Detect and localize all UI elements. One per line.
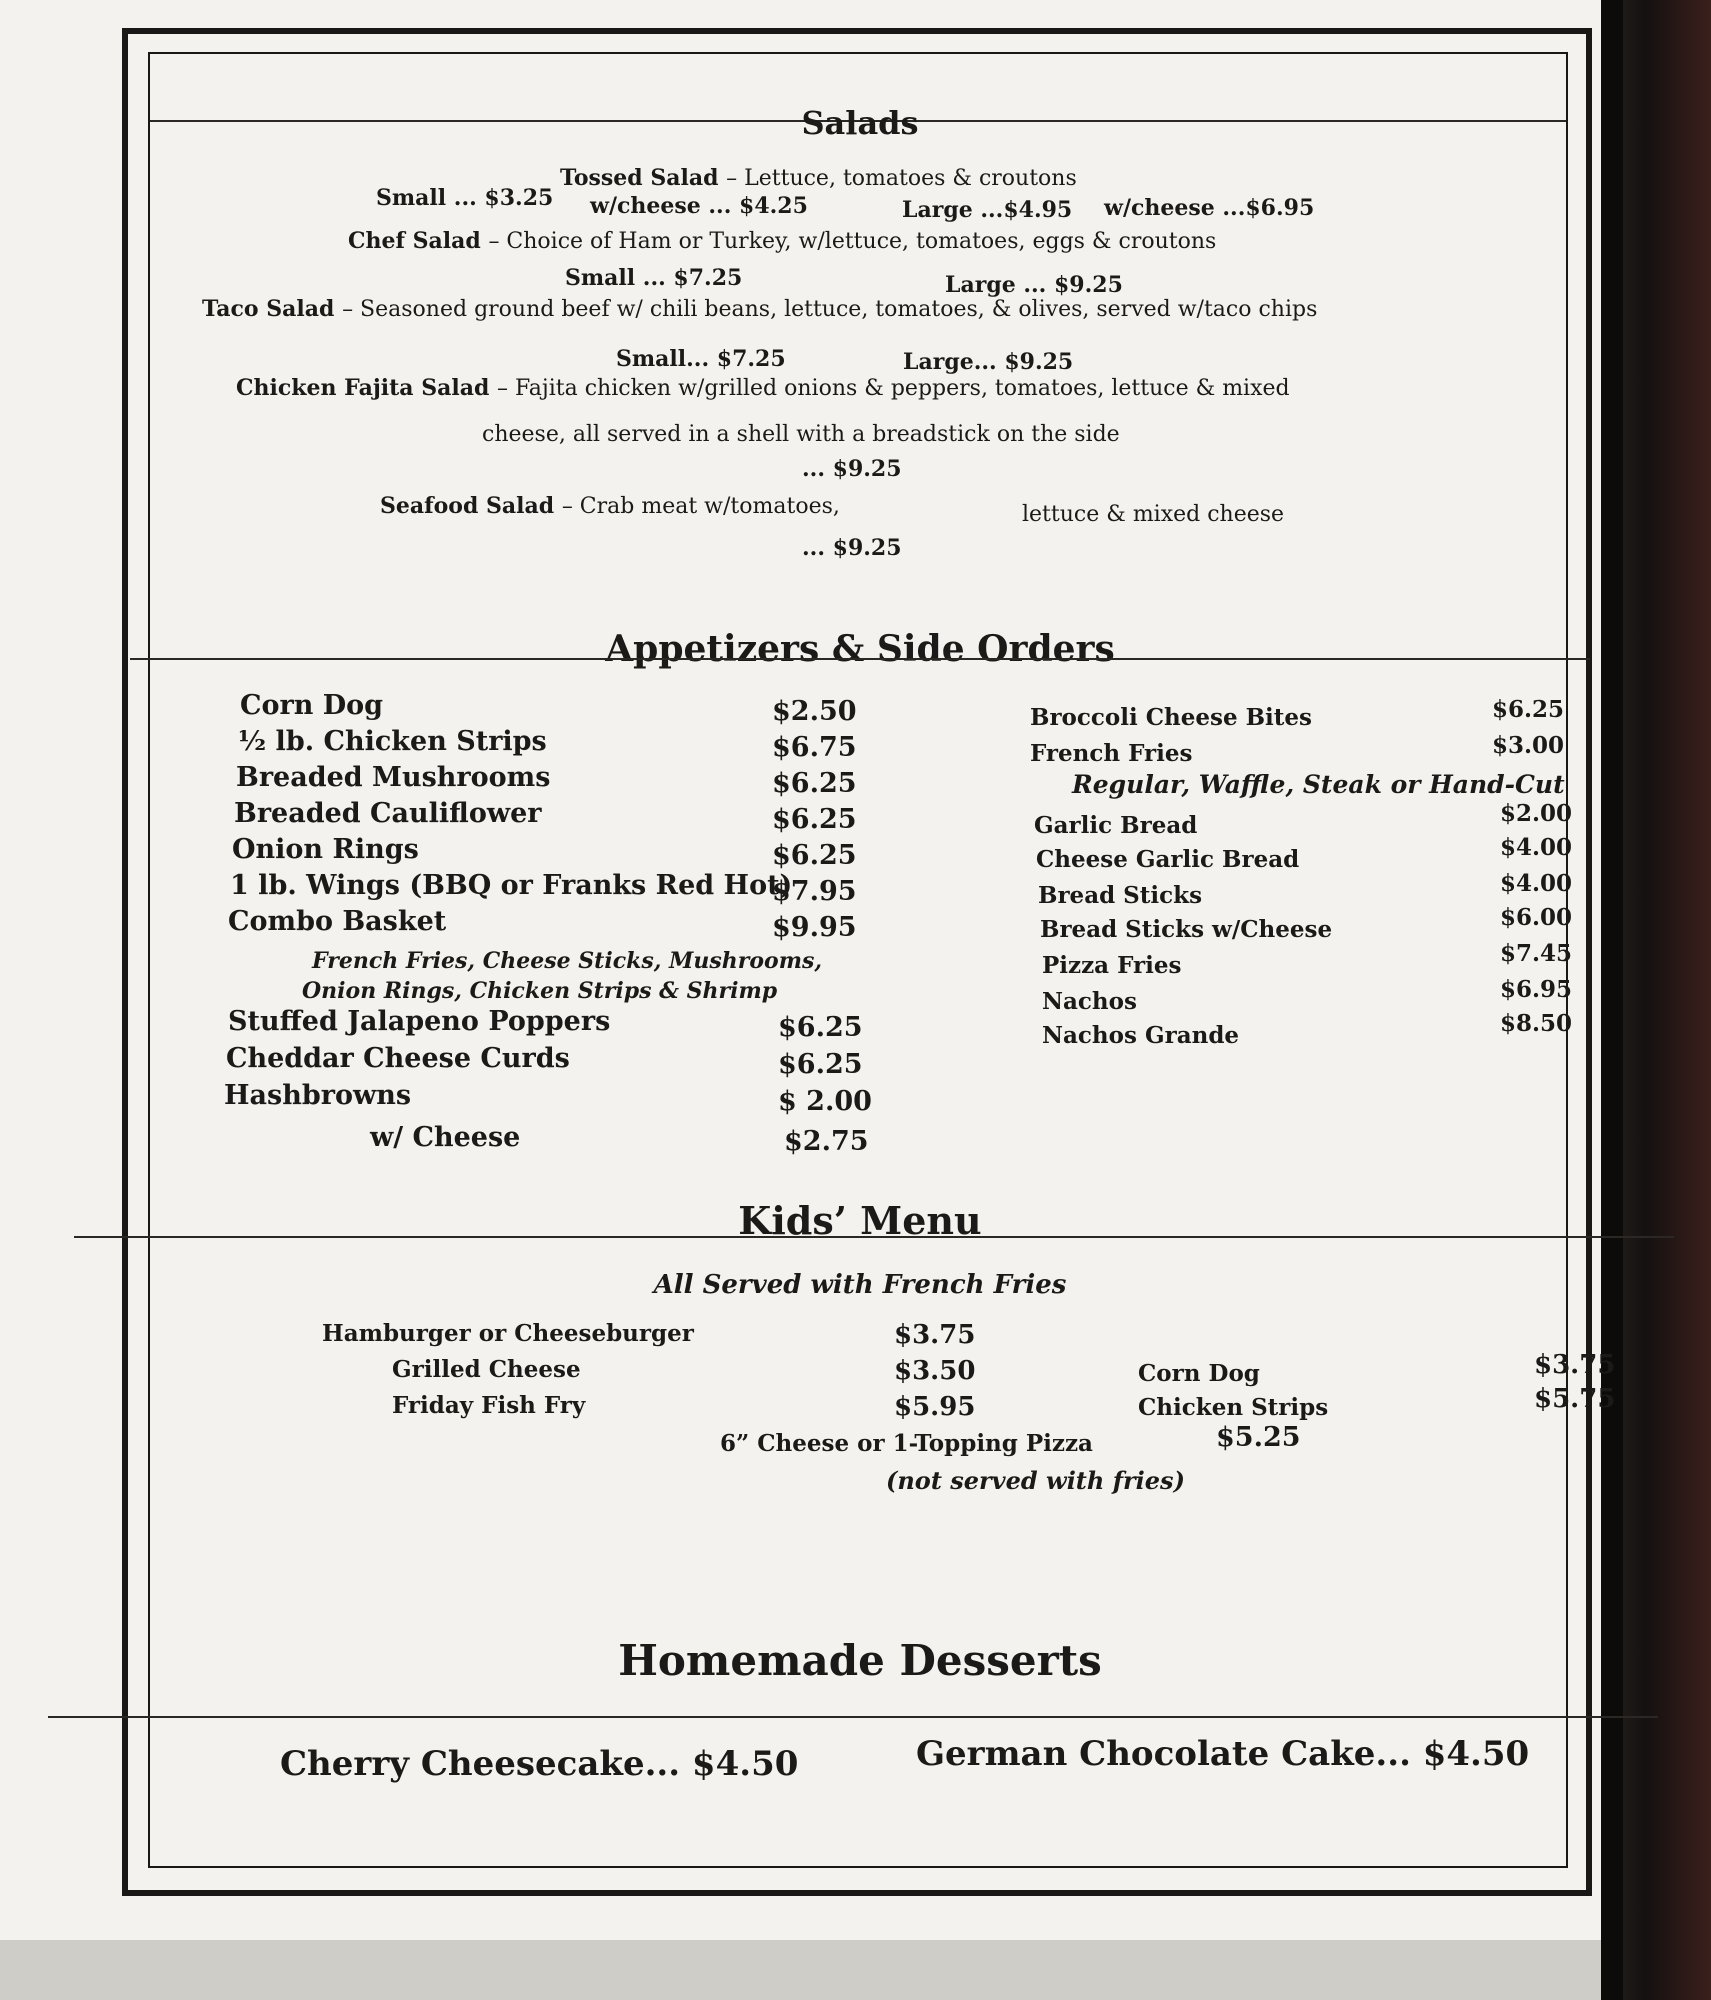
menu-item-name: Garlic Bread <box>1034 812 1198 839</box>
menu-item-price: $9.95 <box>772 912 857 943</box>
menu-item-name: ½ lb. Chicken Strips <box>238 726 547 757</box>
kids-item-price: $3.75 <box>1534 1350 1616 1380</box>
menu-item-price: $7.95 <box>772 876 857 907</box>
kids-pizza-price: $5.25 <box>1216 1422 1301 1453</box>
chef-salad-name: Chef Salad <box>348 228 481 254</box>
kids-pizza-note: (not served with fries) <box>886 1466 1185 1495</box>
menu-item-name: Breaded Cauliflower <box>234 798 542 829</box>
dessert-name: Cherry Cheesecake <box>280 1744 645 1784</box>
menu-item-name: Pizza Fries <box>1042 952 1182 979</box>
menu-item-price: $2.50 <box>772 696 857 727</box>
menu-item-name: Hashbrowns <box>224 1080 412 1111</box>
tossed-large-cheese: w/cheese ...$6.95 <box>1104 195 1315 221</box>
kids-pizza-name: 6” Cheese or 1-Topping Pizza <box>720 1430 1093 1457</box>
taco-large: Large... $9.25 <box>903 349 1074 375</box>
dessert-cheesecake <box>280 1744 798 1784</box>
dessert-name: German Chocolate Cake <box>916 1734 1376 1774</box>
menu-item-price: $7.45 <box>1500 940 1573 967</box>
taco-salad-line <box>202 296 1317 322</box>
kids-item-name: Hamburger or Cheeseburger <box>322 1320 694 1347</box>
chef-salad-line <box>348 228 1216 254</box>
fajita-salad-desc2: cheese, all served in a shell with a breadstick on the side <box>482 422 1120 447</box>
seafood-salad-desc1: – Crab meat w/tomatoes, <box>561 494 840 519</box>
menu-item-price: $8.50 <box>1500 1010 1573 1037</box>
menu-item-name: Onion Rings <box>232 834 419 865</box>
menu-item-name: Bread Sticks <box>1038 882 1203 909</box>
menu-item-name: w/ Cheese <box>370 1122 521 1153</box>
fajita-salad-name: Chicken Fajita Salad <box>236 375 490 401</box>
menu-item-price: $3.00 <box>1492 732 1565 759</box>
combo-note: French Fries, Cheese Sticks, Mushrooms, <box>312 948 823 974</box>
menu-item-price: $6.75 <box>772 732 857 763</box>
kids-item-name: Friday Fish Fry <box>392 1392 586 1419</box>
chef-small: Small ... $7.25 <box>565 265 743 291</box>
menu-item-name: Nachos <box>1042 988 1137 1015</box>
kids-item-price: $5.75 <box>1534 1384 1616 1414</box>
tossed-salad-name: Tossed Salad <box>560 165 719 191</box>
table-surface <box>0 1940 1711 2000</box>
menu-item-price: $2.00 <box>1500 800 1573 827</box>
seafood-salad-name: Seafood Salad <box>380 493 555 519</box>
menu-item-name: Cheddar Cheese Curds <box>226 1043 570 1074</box>
salads-title: Salads <box>801 104 919 142</box>
binder-edge <box>1601 0 1623 2000</box>
menu-item-price: $6.00 <box>1500 904 1573 931</box>
tossed-small: Small ... $3.25 <box>376 185 554 211</box>
taco-small: Small... $7.25 <box>616 346 786 372</box>
seafood-price: ... $9.25 <box>802 535 902 561</box>
menu-item-price: $2.75 <box>784 1126 869 1157</box>
menu-item-price: $6.25 <box>772 804 857 835</box>
chef-salad-desc: – Choice of Ham or Turkey, w/lettuce, tomatoes, eggs & croutons <box>488 229 1217 254</box>
fajita-salad-desc1: – Fajita chicken w/grilled onions & peppers, tomatoes, lettuce & mixed <box>497 376 1290 401</box>
fajita-salad-line <box>236 375 1290 401</box>
chef-large: Large ... $9.25 <box>945 272 1123 298</box>
menu-item-price: $6.95 <box>1500 976 1573 1003</box>
menu-item-name: Broccoli Cheese Bites <box>1030 704 1312 731</box>
divider <box>48 1716 1658 1718</box>
tossed-salad-line <box>560 165 1077 191</box>
fries-note: Regular, Waffle, Steak or Hand-Cut <box>1072 770 1565 799</box>
menu-item-name: Corn Dog <box>240 690 384 721</box>
menu-item-name: Stuffed Jalapeno Poppers <box>228 1006 611 1037</box>
seafood-salad-line <box>380 493 840 519</box>
menu-item-name: Breaded Mushrooms <box>236 762 551 793</box>
taco-salad-desc: – Seasoned ground beef w/ chili beans, lettuce, tomatoes, & olives, served w/taco chips <box>342 297 1318 322</box>
divider <box>130 658 1590 660</box>
kids-item-price: $5.95 <box>894 1392 976 1422</box>
fajita-price: ... $9.25 <box>802 456 902 482</box>
menu-item-price: $6.25 <box>772 768 857 799</box>
menu-item-price: $ 2.00 <box>778 1086 872 1117</box>
menu-item-price: $6.25 <box>1492 696 1565 723</box>
taco-salad-name: Taco Salad <box>202 296 335 322</box>
kids-item-price: $3.75 <box>894 1320 976 1350</box>
kids-item-name: Chicken Strips <box>1138 1394 1329 1421</box>
menu-item-name: Nachos Grande <box>1042 1022 1240 1049</box>
menu-item-name: Cheese Garlic Bread <box>1036 846 1300 873</box>
menu-item-price: $6.25 <box>772 840 857 871</box>
desserts-title: Homemade Desserts <box>618 1636 1102 1685</box>
menu-item-price: $6.25 <box>778 1049 863 1080</box>
dessert-chocolate-cake <box>916 1734 1529 1774</box>
kids-title: Kids’ Menu <box>738 1198 982 1243</box>
seafood-salad-desc2: lettuce & mixed cheese <box>1022 502 1285 527</box>
tossed-salad-desc: – Lettuce, tomatoes & croutons <box>726 166 1077 191</box>
menu-item-name: 1 lb. Wings (BBQ or Franks Red Hot) <box>230 870 793 901</box>
menu-item-price: $6.25 <box>778 1012 863 1043</box>
kids-item-name: Grilled Cheese <box>392 1356 581 1383</box>
kids-subtitle: All Served with French Fries <box>653 1270 1067 1300</box>
dessert-price: ... $4.50 <box>1375 1734 1530 1774</box>
tossed-large: Large ...$4.95 <box>902 197 1073 223</box>
appetizers-title: Appetizers & Side Orders <box>605 628 1115 670</box>
divider <box>74 1236 1674 1238</box>
menu-item-price: $4.00 <box>1500 870 1573 897</box>
menu-item-name: French Fries <box>1030 740 1193 767</box>
kids-item-name: Corn Dog <box>1138 1360 1260 1387</box>
menu-item-name: Combo Basket <box>228 906 447 937</box>
combo-note: Onion Rings, Chicken Strips & Shrimp <box>302 978 778 1004</box>
menu-item-name: Bread Sticks w/Cheese <box>1040 916 1333 943</box>
dessert-price: ... $4.50 <box>644 1744 799 1784</box>
menu-item-price: $4.00 <box>1500 834 1573 861</box>
tossed-small-cheese: w/cheese ... $4.25 <box>590 193 808 219</box>
kids-item-price: $3.50 <box>894 1356 976 1386</box>
